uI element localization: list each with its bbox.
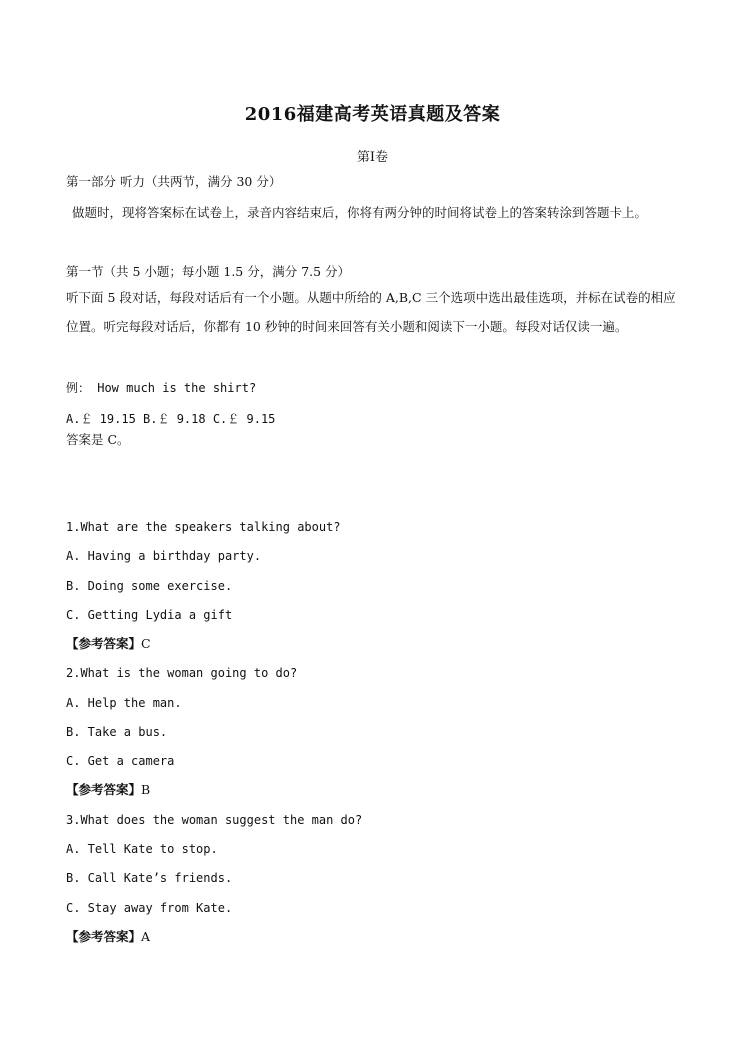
question-stem: 1.What are the speakers talking about?	[66, 520, 341, 534]
reference-answer	[66, 927, 150, 945]
reference-answer	[66, 780, 150, 798]
part1-instruction: 做题时，现将答案标在试卷上，录音内容结束后，你将有两分钟的时间将试卷上的答案转涂到答题卡上。	[72, 205, 648, 220]
section1-instruction: 听下面 5 段对话，每段对话后有一个小题。从题中所给的 A,B,C 三个选项中选出最佳选项，并标在试卷的相应位置。听完每段对话后，你都有 10 秒钟的时间来回答有关小题和阅读下一小题。每段对话仅读一遍。	[66, 290, 676, 334]
example-options: A.￡ 19.15 B.￡ 9.18 C.￡ 9.15	[66, 412, 276, 426]
example-prompt: 例： How much is the shirt?	[66, 381, 257, 395]
option-a: A. Having a birthday party.	[66, 549, 262, 563]
question-stem: 2.What is the woman going to do?	[66, 666, 298, 680]
option-b: B. Call Kate’s friends.	[66, 871, 233, 885]
question-stem: 3.What does the woman suggest the man do?	[66, 813, 363, 827]
answer-label: 【参考答案】	[66, 929, 142, 944]
option-c: C. Stay away from Kate.	[66, 901, 233, 915]
option-b: B. Take a bus.	[66, 725, 168, 739]
reference-answer	[66, 634, 151, 652]
option-a: A. Tell Kate to stop.	[66, 842, 218, 856]
answer-label: 【参考答案】	[66, 782, 142, 797]
option-c: C. Getting Lydia a gift	[66, 608, 233, 622]
option-c: C. Get a camera	[66, 754, 175, 768]
section1-heading: 第一节（共 5 小题；每小题 1.5 分，满分 7.5 分）	[66, 264, 351, 279]
answer-value: C	[141, 636, 151, 651]
answer-value: B	[141, 782, 151, 797]
example-answer: 答案是 C。	[66, 432, 130, 447]
volume-label: 第Ⅰ卷	[356, 150, 389, 165]
part1-heading: 第一部分 听力（共两节，满分 30 分）	[66, 174, 282, 189]
document-title: 2016福建高考英语真题及答案	[244, 104, 501, 125]
option-b: B. Doing some exercise.	[66, 579, 233, 593]
answer-value: A	[141, 929, 151, 944]
answer-label: 【参考答案】	[66, 636, 142, 651]
option-a: A. Help the man.	[66, 696, 182, 710]
